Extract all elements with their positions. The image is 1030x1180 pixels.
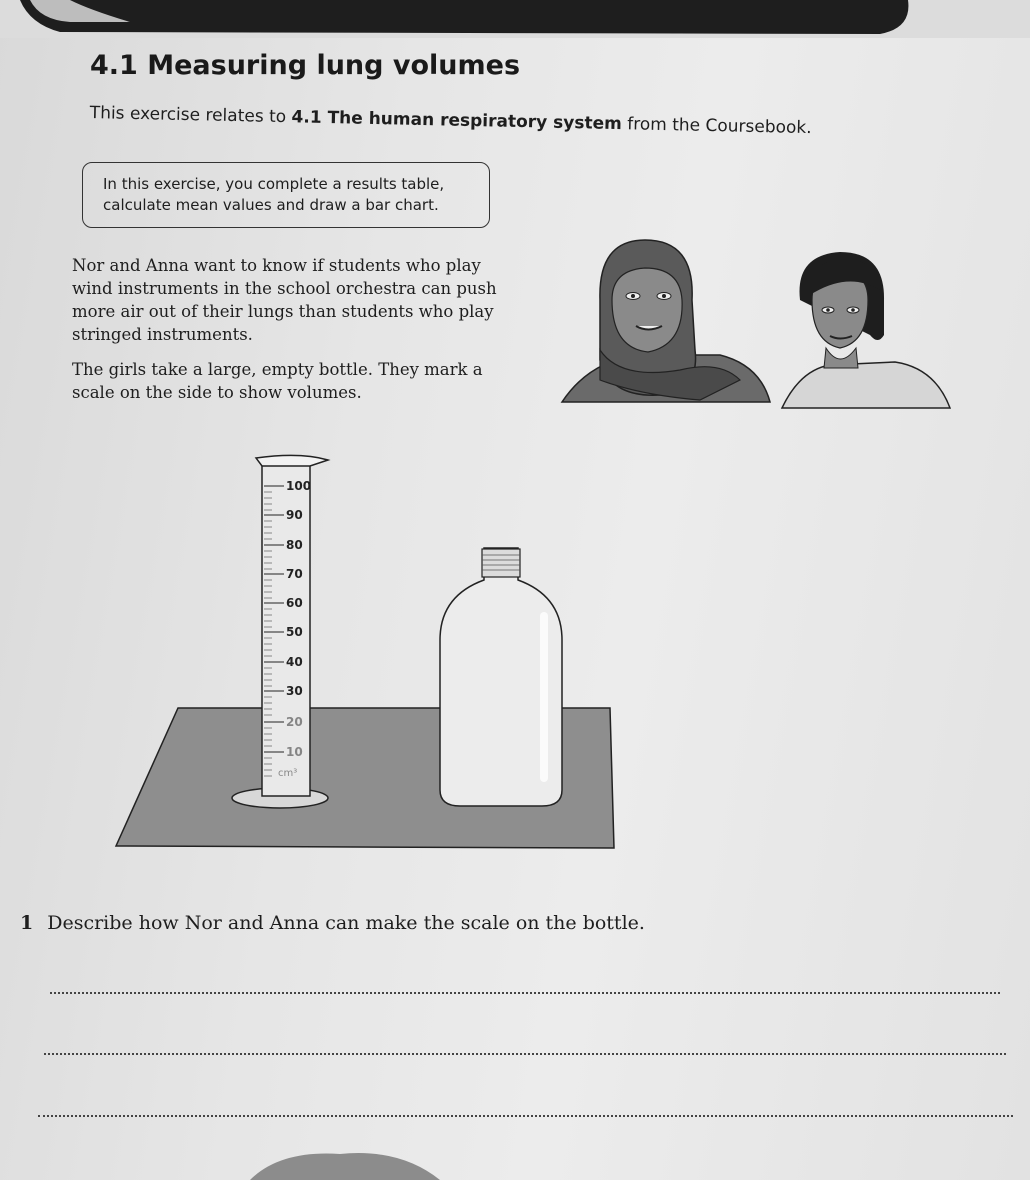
story-line: stringed instruments. (72, 325, 253, 344)
girl-anna-illustration (782, 252, 950, 408)
story-line: Nor and Anna want to know if students who play (72, 256, 481, 275)
scale-label-30: 30 (286, 684, 303, 698)
answer-line[interactable] (50, 992, 1000, 994)
intro-prefix: This exercise relates to (89, 103, 292, 128)
question-number: 1 (20, 912, 34, 934)
question-text: Describe how Nor and Anna can make the scale on the bottle. (47, 912, 645, 934)
empty-bottle-illustration (440, 548, 562, 806)
story-line: wind instruments in the school orchestra can push (72, 279, 497, 298)
story-line: The girls take a large, empty bottle. They mark a (72, 360, 483, 379)
story-line: scale on the side to show volumes. (72, 383, 362, 402)
page-title: 4.1 Measuring lung volumes (90, 50, 521, 81)
answer-line[interactable] (44, 1053, 1006, 1055)
scale-label-90: 90 (286, 508, 303, 522)
info-box-line-1: In this exercise, you complete a results table, (103, 175, 445, 193)
info-box-line-2: calculate mean values and draw a bar chart. (103, 196, 439, 214)
scale-label-40: 40 (286, 655, 303, 669)
bottom-page-shadow (0, 1140, 1030, 1180)
intro-suffix: from the Coursebook. (621, 114, 812, 139)
scale-label-70: 70 (286, 567, 303, 581)
story-line: more air out of their lungs than students who play (72, 302, 494, 321)
scale-unit-label: cm³ (278, 768, 298, 779)
scale-label-10: 10 (286, 745, 303, 759)
scale-label-80: 80 (286, 538, 303, 552)
scale-label-100: 100 (286, 479, 312, 493)
answer-line[interactable] (38, 1115, 1013, 1117)
scale-label-20: 20 (286, 715, 303, 729)
question-1 (20, 912, 645, 934)
intro-bold-topic: 4.1 The human respiratory system (291, 107, 623, 135)
girl-nor-illustration (562, 240, 770, 402)
scale-label-60: 60 (286, 596, 303, 610)
scale-label-50: 50 (286, 625, 303, 639)
